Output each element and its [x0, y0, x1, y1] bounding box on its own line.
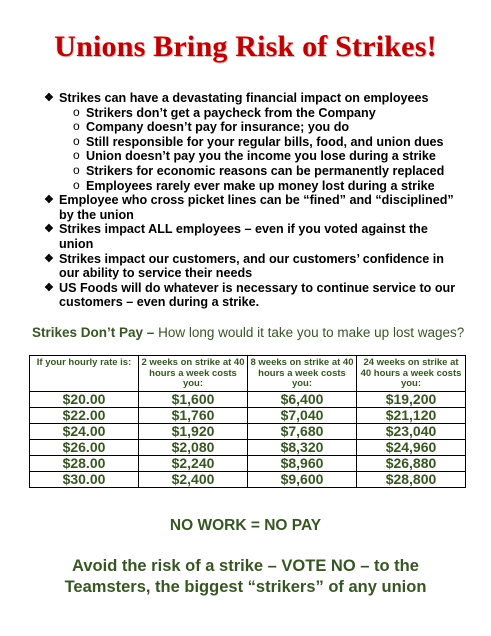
sub-bullet-text: Company doesn’t pay for insurance; you do	[86, 120, 350, 135]
bullet-item	[44, 91, 464, 106]
table-cell: $30.00	[30, 471, 139, 487]
table-cell: $24.00	[30, 423, 139, 439]
column-header: 8 weeks on strike at 40 hours a week costs you:	[248, 356, 357, 392]
table-header-row	[30, 356, 466, 392]
table-cell: $21,120	[357, 407, 466, 423]
table-cell: $26.00	[30, 439, 139, 455]
sub-bullet-text: Still responsible for your regular bills, food, and union dues	[86, 134, 444, 149]
table-cell: $9,600	[248, 471, 357, 487]
table-row	[30, 439, 466, 455]
table-cell: $6,400	[248, 391, 357, 407]
table-cell: $22.00	[30, 407, 139, 423]
table-cell: $8,320	[248, 439, 357, 455]
table-cell: $20.00	[30, 391, 139, 407]
bullet-text: Strikes can have a devastating financial impact on employees	[59, 91, 429, 105]
bullet-text: Strikes impact ALL employees – even if you voted against the union	[59, 222, 428, 251]
circle-bullet-icon: o	[73, 162, 80, 177]
bullet-item	[44, 193, 464, 222]
table-row	[30, 407, 466, 423]
bullet-item	[44, 252, 464, 281]
circle-bullet-icon: o	[73, 177, 80, 192]
sub-bullet-item	[44, 135, 464, 150]
bullet-item	[44, 222, 464, 251]
table-caption-bold: Strikes Don’t Pay –	[32, 325, 155, 340]
table-cell: $8,960	[248, 455, 357, 471]
vote-no-line: Avoid the risk of a strike – VOTE NO – to the	[72, 557, 419, 575]
vote-no-message	[0, 556, 491, 598]
diamond-bullet-icon: ❖	[44, 281, 54, 294]
table-cell: $26,880	[357, 455, 466, 471]
table-row	[30, 471, 466, 487]
no-work-no-pay-slogan: NO WORK = NO PAY	[169, 517, 322, 534]
table-cell: $28,800	[357, 471, 466, 487]
sub-bullet-item	[44, 179, 464, 194]
circle-bullet-icon: o	[73, 133, 80, 148]
circle-bullet-icon: o	[73, 148, 80, 163]
circle-bullet-icon: o	[73, 119, 80, 134]
bullet-text: Employee who cross picket lines can be “fined” and “disciplined” by the union	[59, 193, 454, 222]
table-cell: $1,920	[139, 423, 248, 439]
sub-bullet-item	[44, 149, 464, 164]
sub-bullet-text: Union doesn’t pay you the income you lose during a strike	[86, 149, 436, 164]
column-header: If your hourly rate is:	[30, 356, 139, 392]
sub-bullet-item	[44, 120, 464, 135]
diamond-bullet-icon: ❖	[44, 92, 54, 104]
table-cell: $23,040	[357, 423, 466, 439]
sub-bullet-text: Strikers for economic reasons can be permanently replaced	[86, 163, 445, 178]
diamond-bullet-icon: ❖	[44, 194, 54, 207]
sub-bullet-text: Employees rarely ever make up money lost during a strike	[86, 178, 435, 193]
table-row	[30, 423, 466, 439]
lost-wages-table	[29, 355, 466, 488]
sub-bullet-item	[44, 106, 464, 121]
table-caption	[32, 325, 464, 340]
diamond-bullet-icon: ❖	[44, 252, 54, 265]
table-row	[30, 455, 466, 471]
table-cell: $1,760	[139, 407, 248, 423]
diamond-bullet-icon: ❖	[44, 223, 54, 236]
bullet-text: Strikes impact our customers, and our customers’ confidence in our ability to service their needs	[59, 251, 444, 281]
sub-bullet-text: Strikers don’t get a paycheck from the Company	[86, 105, 376, 120]
page-title: Unions Bring Risk of Strikes!	[54, 30, 437, 63]
table-cell: $19,200	[357, 391, 466, 407]
bullet-text: US Foods will do whatever is necessary to continue service to our customers – even during a strike.	[59, 280, 456, 310]
table-cell: $7,680	[248, 423, 357, 439]
bullet-list	[44, 91, 464, 310]
table-cell: $1,600	[139, 391, 248, 407]
column-header: 2 weeks on strike at 40 hours a week costs you:	[139, 356, 248, 392]
bullet-item	[44, 281, 464, 310]
vote-no-line: Teamsters, the biggest “strikers” of any union	[64, 578, 427, 596]
circle-bullet-icon: o	[73, 104, 80, 119]
sub-bullet-item	[44, 164, 464, 179]
table-cell: $2,080	[139, 439, 248, 455]
table-caption-rest: How long would it take you to make up lost wages?	[154, 325, 465, 340]
column-header: 24 weeks on strike at 40 hours a week costs you:	[357, 356, 466, 392]
table-row	[30, 391, 466, 407]
table-cell: $28.00	[30, 455, 139, 471]
table-cell: $24,960	[357, 439, 466, 455]
table-cell: $2,400	[139, 471, 248, 487]
table-cell: $7,040	[248, 407, 357, 423]
table-cell: $2,240	[139, 455, 248, 471]
